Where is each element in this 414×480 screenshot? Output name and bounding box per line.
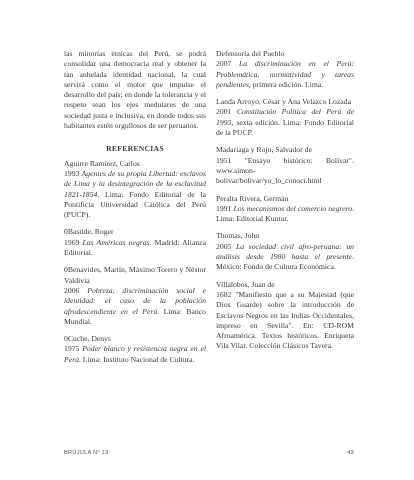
reference-year: 1682 bbox=[216, 289, 232, 299]
reference-author: 0Benavides, Martín, Máximo Torero y Néstor Valdivia bbox=[64, 265, 206, 285]
reference-author: Villalobos, Juan de bbox=[216, 279, 275, 289]
reference-details bbox=[216, 204, 354, 225]
reference-author: Madariaga y Rojo, Salvador de bbox=[216, 145, 312, 155]
reference-entry bbox=[216, 49, 354, 90]
reference-entry bbox=[64, 159, 206, 221]
reference-publication: "Ensayo histórico: Bolívar". www.simon-bolivar/bolivar/yo_lo_conoci.html bbox=[216, 155, 354, 186]
reference-publication: . Madrid: Alianza Editorial. bbox=[64, 237, 206, 258]
page-number: 43 bbox=[347, 450, 354, 456]
reference-entry bbox=[64, 227, 206, 258]
reference-title: Poder blanco y resistencia negra en el Perú bbox=[64, 344, 206, 364]
right-references bbox=[216, 49, 354, 352]
reference-details bbox=[64, 286, 206, 327]
reference-publication: , sexta edición. Lima: Fondo Editorial de la PUCP. bbox=[216, 117, 354, 138]
reference-publication: "Manifiesto que a su Majestad (que Dios Guarde) sobre la introducción de Esclavos Negros en las Indias Occidentales, impreso en Sevilla". En: CD-ROM Afroamérica. Textos históricos. Enriqueta Vila Vilar. Colección Clásicos Tavera. bbox=[216, 289, 355, 351]
reference-details bbox=[216, 290, 354, 352]
reference-details bbox=[216, 156, 354, 187]
reference-entry bbox=[64, 265, 206, 327]
reference-entry bbox=[216, 145, 354, 186]
reference-year: 1969 bbox=[64, 237, 80, 247]
reference-details bbox=[216, 107, 354, 138]
reference-title: Constitución Política del Perú de 1993 bbox=[216, 107, 354, 127]
reference-entry bbox=[64, 334, 206, 365]
left-references bbox=[64, 159, 206, 365]
reference-author: Aguirre Ramírez, Carlos bbox=[64, 158, 140, 168]
reference-year: 1975 bbox=[64, 344, 80, 354]
reference-entry bbox=[216, 231, 354, 272]
reference-year: 2006 bbox=[64, 285, 80, 295]
reference-publication: . México: Fondo de Cultura Económica. bbox=[216, 252, 354, 272]
reference-publication: . Lima: Editorial Kuntur. bbox=[216, 203, 354, 224]
reference-details bbox=[64, 344, 206, 365]
reference-author: 0Cuche, Denys bbox=[64, 334, 111, 344]
reference-year: 1993 bbox=[64, 168, 80, 178]
reference-year: 1991 bbox=[216, 203, 232, 213]
reference-title: Los mecanismos del comercio negrero bbox=[233, 203, 353, 213]
reference-publication: . Lima: Fondo Editorial de la Pontificia Universidad Católica del Perú (PUCP). bbox=[64, 189, 206, 220]
reference-entry bbox=[216, 194, 354, 225]
footer-journal: BRÚJULA Nº 13 bbox=[64, 450, 109, 456]
reference-title: La discriminación en el Perú: Problemática, normatividad y tareas pendientes bbox=[216, 59, 354, 89]
reference-author: Defensoría del Pueblo bbox=[216, 49, 285, 58]
reference-title: Pobreza, discriminación social e identidad: el caso de la población afrodescendiente en el Perú bbox=[64, 285, 207, 316]
reference-author: Thomas, John bbox=[216, 231, 260, 241]
reference-author: 0Bastide, Roger bbox=[64, 227, 114, 237]
reference-year: 2001 bbox=[216, 107, 232, 117]
reference-entry bbox=[216, 97, 354, 138]
intro-paragraph: las minorías étnicas del Perú, se podrá consolidar una democracia real y obtener la tan anhelada identidad nacional, la cual servirá como el motor que impulse el desarrollo del país; en donde la tolerancia y el respeto sean los ejes medulares de una sociedad justa e inclusiva, en donde todos sus habitantes estén orgullosos de ser peruanos. bbox=[64, 49, 206, 131]
reference-year: 2007 bbox=[216, 59, 232, 69]
reference-details bbox=[64, 169, 206, 220]
reference-title: Las Américas negras bbox=[82, 237, 150, 247]
reference-year: 1951 bbox=[216, 155, 232, 165]
reference-year: 2005 bbox=[216, 241, 232, 251]
reference-author: Landa Arroyo, César y Ana Velazco Lozada bbox=[216, 97, 351, 107]
reference-author: Peralta Rivera, Germán bbox=[216, 193, 289, 203]
reference-title: Agentes de su propia Libertad: esclavos de Lima y la desintegración de la esclavitud 1821-1854 bbox=[64, 168, 207, 199]
reference-publication: , primera edición. Lima. bbox=[248, 79, 324, 89]
references-heading: REFERENCIAS bbox=[106, 144, 164, 154]
right-column bbox=[216, 49, 354, 359]
reference-title: La sociedad civil afro-peruana: un análisis desde 1980 hasta el presente bbox=[216, 241, 355, 262]
reference-publication: . Lima: Instituto Nacional de Cultura. bbox=[78, 354, 195, 364]
reference-details bbox=[64, 238, 206, 259]
left-column bbox=[64, 49, 206, 372]
reference-publication: . Lima: Banco Mundial. bbox=[64, 306, 206, 326]
reference-details bbox=[216, 59, 354, 90]
reference-entry bbox=[216, 280, 354, 352]
reference-details bbox=[216, 242, 354, 273]
